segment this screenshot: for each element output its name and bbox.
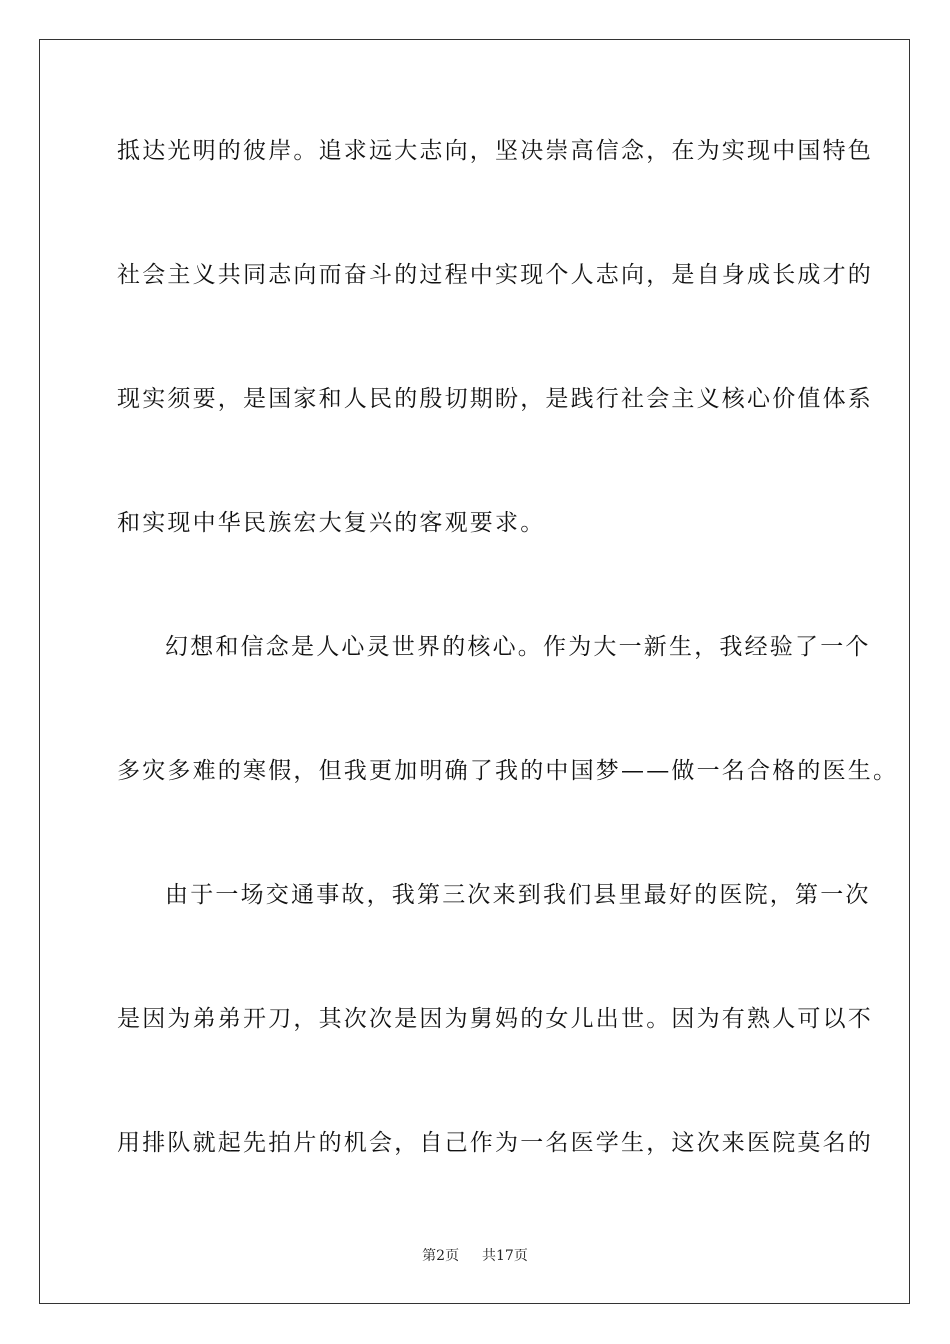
body-text-line-3: 现实须要，是国家和人民的殷切期盼，是践行社会主义核心价值体系 xyxy=(117,386,873,412)
body-text-line-8: 是因为弟弟开刀，其次次是因为舅妈的女儿出世。因为有熟人可以不 xyxy=(117,1006,873,1032)
page-footer xyxy=(0,1247,950,1265)
body-text-line-4: 和实现中华民族宏大复兴的客观要求。 xyxy=(117,510,546,536)
body-text-line-2: 社会主义共同志向而奋斗的过程中实现个人志向，是自身成长成才的 xyxy=(117,262,873,288)
body-text-line-6: 多灾多难的寒假，但我更加明确了我的中国梦——做一名合格的医生。 xyxy=(117,758,899,784)
paragraph-start-line-5: 幻想和信念是人心灵世界的核心。作为大一新生，我经验了一个 xyxy=(165,634,871,660)
paragraph-start-line-7: 由于一场交通事故，我第三次来到我们县里最好的医院，第一次 xyxy=(165,882,871,908)
page-border xyxy=(39,39,910,1304)
total-pages: 共17页 xyxy=(482,1248,528,1264)
body-text-line-9: 用排队就起先拍片的机会，自己作为一名医学生，这次来医院莫名的 xyxy=(117,1130,873,1156)
body-text-line-1: 抵达光明的彼岸。追求远大志向，坚决崇高信念，在为实现中国特色 xyxy=(117,138,873,164)
page-number: 第2页 xyxy=(422,1248,460,1264)
